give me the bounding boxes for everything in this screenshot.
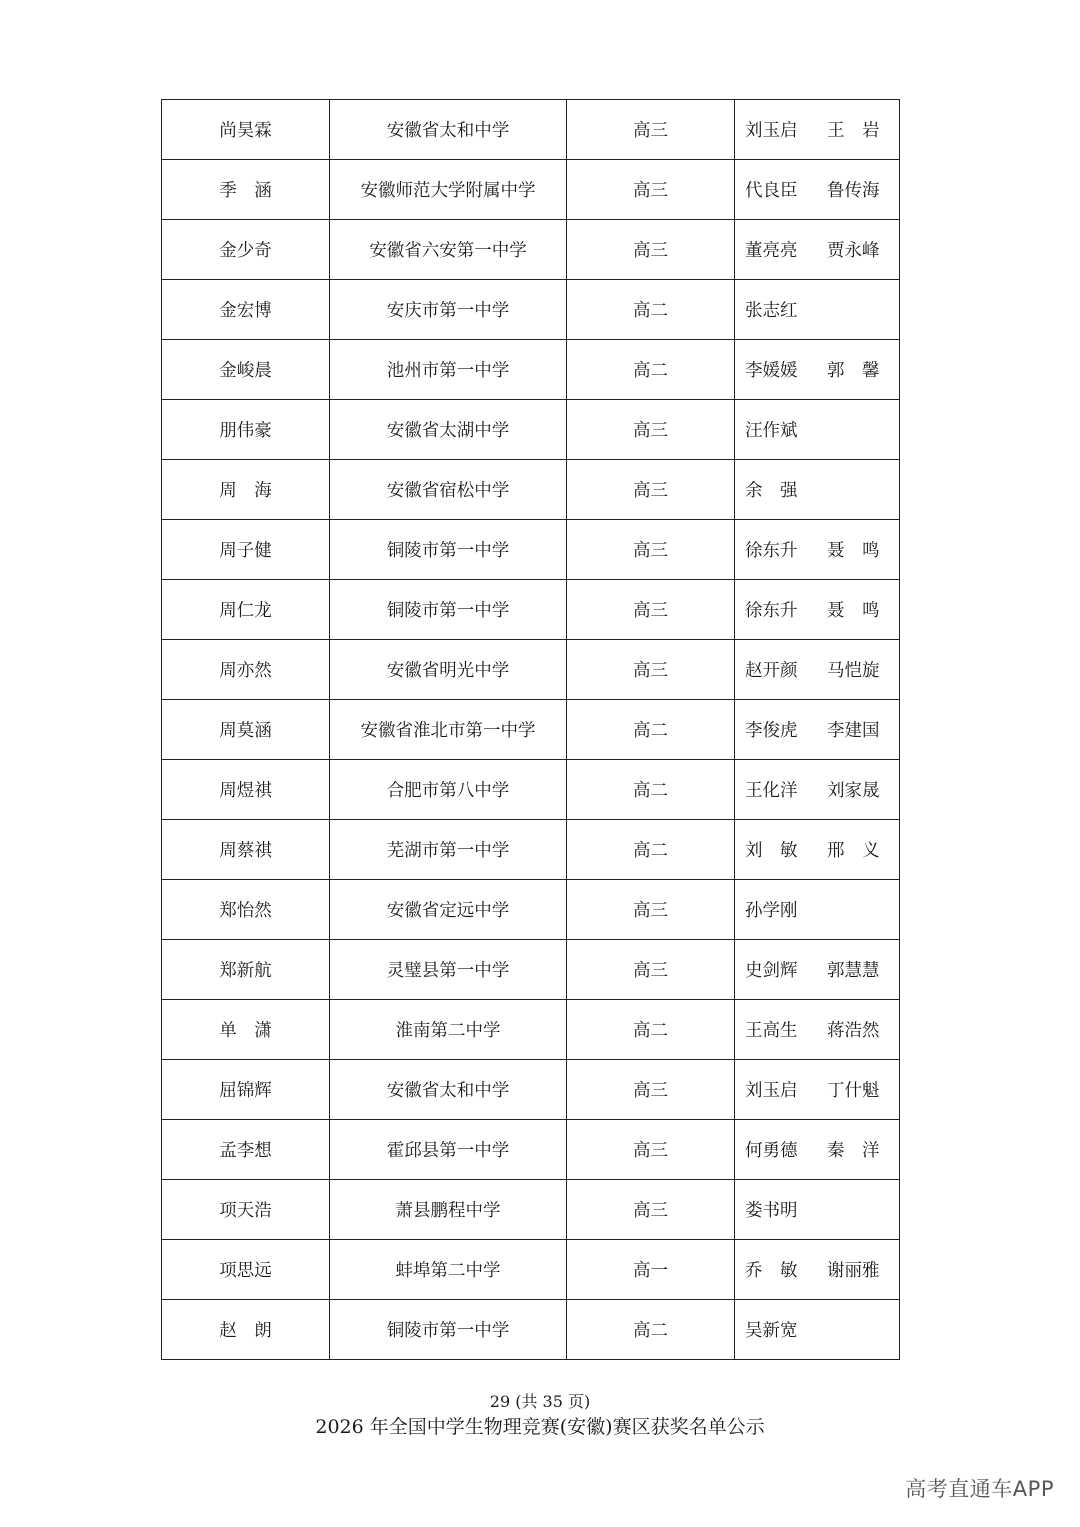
teacher-cell xyxy=(735,1120,900,1180)
student-name-cell: 项思远 xyxy=(162,1240,330,1300)
teacher-primary: 徐东升 xyxy=(745,601,798,621)
school-cell: 安徽省定远中学 xyxy=(330,880,567,940)
grade-cell: 高二 xyxy=(567,700,735,760)
teacher-primary: 代良臣 xyxy=(745,181,798,201)
school-cell: 芜湖市第一中学 xyxy=(330,820,567,880)
school-cell: 安徽省太和中学 xyxy=(330,100,567,160)
table-row xyxy=(162,1240,900,1300)
watermark: 高考直通车APP xyxy=(905,1477,1054,1501)
table-row xyxy=(162,1300,900,1360)
grade-cell: 高三 xyxy=(567,100,735,160)
teacher-secondary: 邢 义 xyxy=(827,841,880,861)
grade-cell: 高三 xyxy=(567,1120,735,1180)
table-row xyxy=(162,580,900,640)
teacher-cell xyxy=(735,760,900,820)
grade-cell: 高三 xyxy=(567,460,735,520)
grade-cell: 高二 xyxy=(567,1000,735,1060)
document-title: 2026 年全国中学生物理竞赛(安徽)赛区获奖名单公示 xyxy=(315,1416,765,1438)
table-row xyxy=(162,1180,900,1240)
teacher-primary: 孙学刚 xyxy=(745,901,798,921)
school-cell: 灵璧县第一中学 xyxy=(330,940,567,1000)
teacher-secondary: 秦 洋 xyxy=(827,1141,880,1161)
school-cell: 萧县鹏程中学 xyxy=(330,1180,567,1240)
table-row xyxy=(162,880,900,940)
table-row xyxy=(162,1120,900,1180)
student-name-cell: 周仁龙 xyxy=(162,580,330,640)
teacher-primary: 李俊虎 xyxy=(745,721,798,741)
teacher-primary: 何勇德 xyxy=(745,1141,798,1161)
school-cell: 铜陵市第一中学 xyxy=(330,1300,567,1360)
table-row xyxy=(162,400,900,460)
grade-cell: 高二 xyxy=(567,760,735,820)
teacher-cell xyxy=(735,280,900,340)
teacher-secondary: 刘家晟 xyxy=(827,781,880,801)
student-name-cell: 郑新航 xyxy=(162,940,330,1000)
teacher-primary: 汪作斌 xyxy=(745,421,798,441)
student-name-cell: 周亦然 xyxy=(162,640,330,700)
teacher-secondary: 丁什魁 xyxy=(827,1081,880,1101)
teacher-cell xyxy=(735,700,900,760)
teacher-secondary: 鲁传海 xyxy=(827,181,880,201)
award-list-body xyxy=(162,100,900,1360)
table-row xyxy=(162,160,900,220)
grade-cell: 高三 xyxy=(567,160,735,220)
teacher-cell xyxy=(735,400,900,460)
school-cell: 蚌埠第二中学 xyxy=(330,1240,567,1300)
teacher-cell xyxy=(735,940,900,1000)
school-cell: 安徽师范大学附属中学 xyxy=(330,160,567,220)
teacher-secondary: 王 岩 xyxy=(827,121,880,141)
teacher-secondary: 郭 馨 xyxy=(827,361,880,381)
teacher-primary: 王高生 xyxy=(745,1021,798,1041)
teacher-primary: 娄书明 xyxy=(745,1201,798,1221)
table-row xyxy=(162,820,900,880)
student-name-cell: 金峻晨 xyxy=(162,340,330,400)
table-row xyxy=(162,100,900,160)
school-cell: 铜陵市第一中学 xyxy=(330,580,567,640)
school-cell: 淮南第二中学 xyxy=(330,1000,567,1060)
teacher-primary: 余 强 xyxy=(745,481,798,501)
teacher-cell xyxy=(735,1180,900,1240)
student-name-cell: 周 海 xyxy=(162,460,330,520)
grade-cell: 高二 xyxy=(567,820,735,880)
grade-cell: 高三 xyxy=(567,880,735,940)
table-row xyxy=(162,340,900,400)
grade-cell: 高三 xyxy=(567,1180,735,1240)
teacher-cell xyxy=(735,520,900,580)
school-cell: 安徽省淮北市第一中学 xyxy=(330,700,567,760)
grade-cell: 高一 xyxy=(567,1240,735,1300)
teacher-cell xyxy=(735,220,900,280)
grade-cell: 高三 xyxy=(567,400,735,460)
school-cell: 铜陵市第一中学 xyxy=(330,520,567,580)
student-name-cell: 周蔡祺 xyxy=(162,820,330,880)
teacher-secondary: 聂 鸣 xyxy=(827,541,880,561)
teacher-cell xyxy=(735,340,900,400)
student-name-cell: 季 涵 xyxy=(162,160,330,220)
teacher-cell xyxy=(735,1300,900,1360)
grade-cell: 高三 xyxy=(567,220,735,280)
teacher-cell xyxy=(735,640,900,700)
table-row xyxy=(162,280,900,340)
school-cell: 安庆市第一中学 xyxy=(330,280,567,340)
teacher-secondary: 郭慧慧 xyxy=(827,961,880,981)
table-row xyxy=(162,1060,900,1120)
school-cell: 合肥市第八中学 xyxy=(330,760,567,820)
teacher-cell xyxy=(735,580,900,640)
teacher-primary: 吴新宽 xyxy=(745,1321,798,1341)
school-cell: 安徽省宿松中学 xyxy=(330,460,567,520)
table-row xyxy=(162,940,900,1000)
teacher-primary: 刘玉启 xyxy=(745,121,798,141)
teacher-secondary: 马恺旋 xyxy=(827,661,880,681)
school-cell: 池州市第一中学 xyxy=(330,340,567,400)
teacher-primary: 张志红 xyxy=(745,301,798,321)
teacher-primary: 刘 敏 xyxy=(745,841,798,861)
grade-cell: 高三 xyxy=(567,520,735,580)
school-cell: 安徽省太湖中学 xyxy=(330,400,567,460)
teacher-cell xyxy=(735,460,900,520)
teacher-primary: 王化洋 xyxy=(745,781,798,801)
teacher-primary: 史剑辉 xyxy=(745,961,798,981)
student-name-cell: 赵 朗 xyxy=(162,1300,330,1360)
grade-cell: 高三 xyxy=(567,640,735,700)
grade-cell: 高三 xyxy=(567,940,735,1000)
table-row xyxy=(162,460,900,520)
grade-cell: 高二 xyxy=(567,1300,735,1360)
grade-cell: 高三 xyxy=(567,580,735,640)
table-row xyxy=(162,1000,900,1060)
student-name-cell: 项天浩 xyxy=(162,1180,330,1240)
teacher-secondary: 蒋浩然 xyxy=(827,1021,880,1041)
student-name-cell: 郑怡然 xyxy=(162,880,330,940)
grade-cell: 高三 xyxy=(567,1060,735,1120)
student-name-cell: 周子健 xyxy=(162,520,330,580)
teacher-cell xyxy=(735,820,900,880)
school-cell: 安徽省太和中学 xyxy=(330,1060,567,1120)
student-name-cell: 周煜祺 xyxy=(162,760,330,820)
student-name-cell: 尚昊霖 xyxy=(162,100,330,160)
teacher-secondary: 谢丽雅 xyxy=(827,1261,880,1281)
table-row xyxy=(162,700,900,760)
teacher-primary: 乔 敏 xyxy=(745,1261,798,1281)
teacher-cell xyxy=(735,160,900,220)
school-cell: 安徽省六安第一中学 xyxy=(330,220,567,280)
school-cell: 霍邱县第一中学 xyxy=(330,1120,567,1180)
table-row xyxy=(162,640,900,700)
teacher-cell xyxy=(735,1240,900,1300)
table-row xyxy=(162,220,900,280)
teacher-primary: 刘玉启 xyxy=(745,1081,798,1101)
student-name-cell: 金宏博 xyxy=(162,280,330,340)
teacher-secondary: 李建国 xyxy=(827,721,880,741)
teacher-primary: 徐东升 xyxy=(745,541,798,561)
student-name-cell: 屈锦辉 xyxy=(162,1060,330,1120)
student-name-cell: 金少奇 xyxy=(162,220,330,280)
teacher-secondary: 聂 鸣 xyxy=(827,601,880,621)
grade-cell: 高二 xyxy=(567,280,735,340)
teacher-cell xyxy=(735,880,900,940)
teacher-primary: 董亮亮 xyxy=(745,241,798,261)
teacher-cell xyxy=(735,1060,900,1120)
student-name-cell: 朋伟豪 xyxy=(162,400,330,460)
student-name-cell: 孟李想 xyxy=(162,1120,330,1180)
grade-cell: 高二 xyxy=(567,340,735,400)
student-name-cell: 单 潇 xyxy=(162,1000,330,1060)
teacher-cell xyxy=(735,1000,900,1060)
award-list-table xyxy=(161,99,900,1360)
teacher-cell xyxy=(735,100,900,160)
student-name-cell: 周莫涵 xyxy=(162,700,330,760)
table-row xyxy=(162,520,900,580)
teacher-primary: 赵开颜 xyxy=(745,661,798,681)
page-number: 29 (共 35 页) xyxy=(489,1392,591,1411)
school-cell: 安徽省明光中学 xyxy=(330,640,567,700)
table-row xyxy=(162,760,900,820)
teacher-primary: 李媛媛 xyxy=(745,361,798,381)
teacher-secondary: 贾永峰 xyxy=(827,241,880,261)
